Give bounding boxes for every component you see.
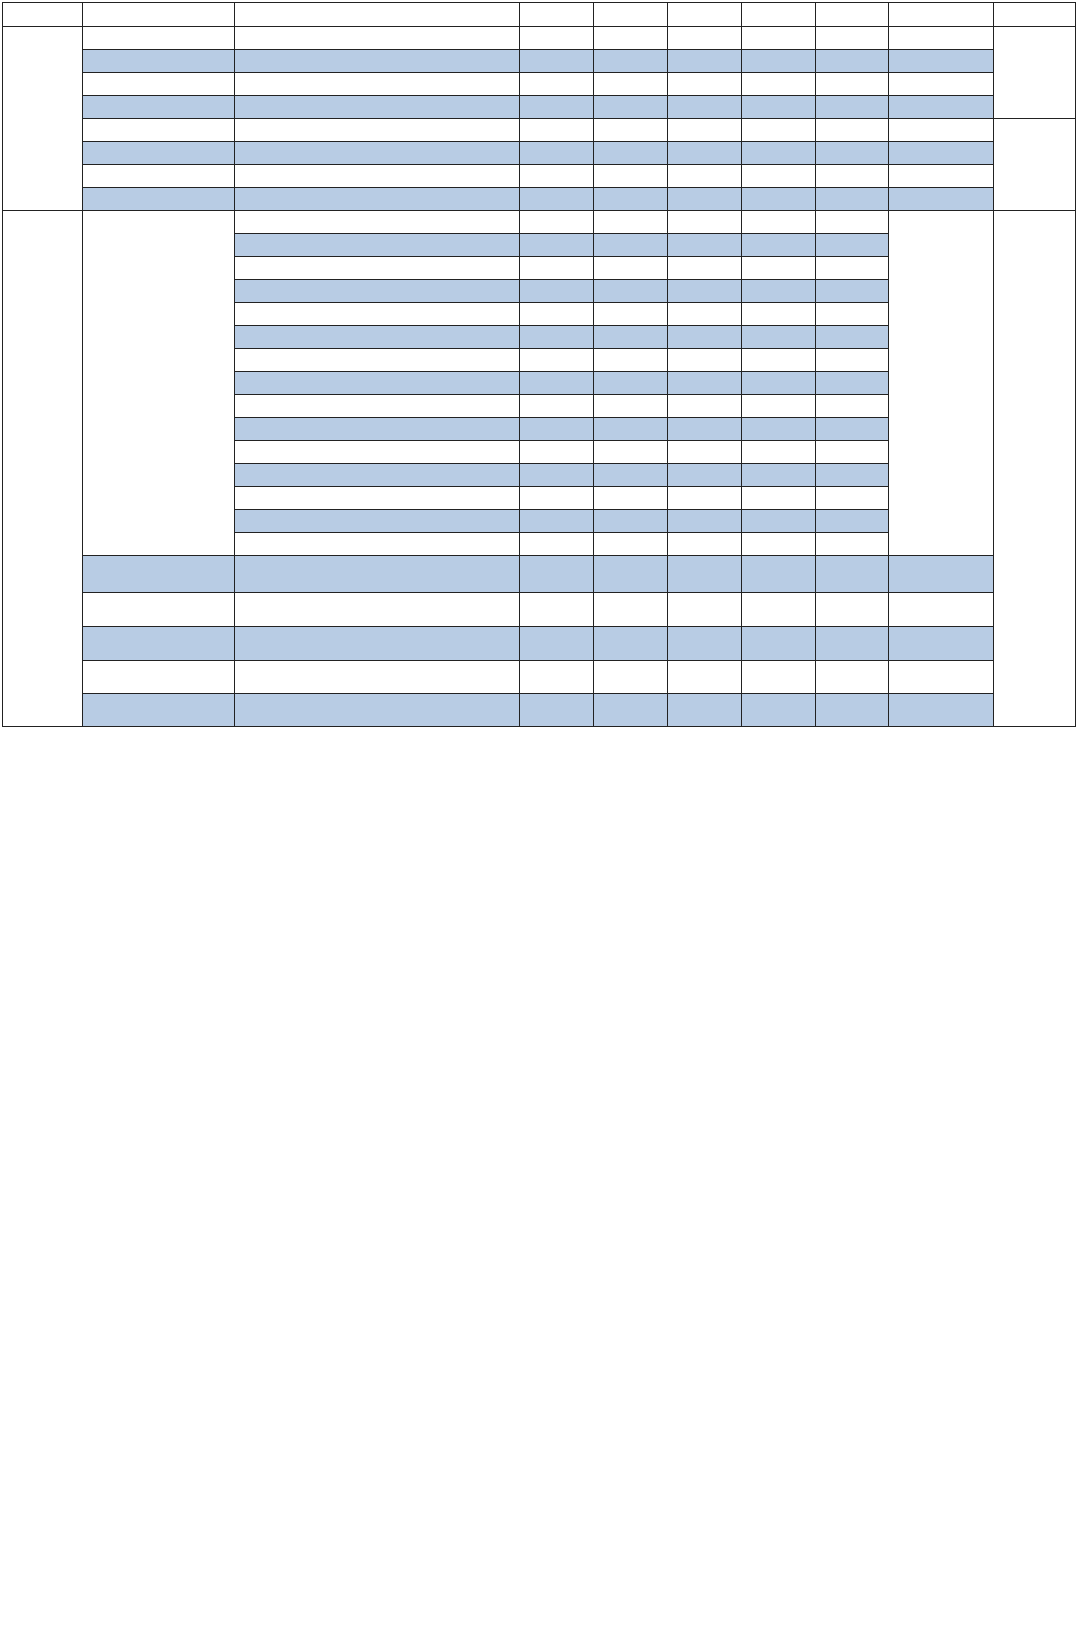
- min-score-cell: [741, 50, 815, 73]
- max-score-cell: [667, 257, 741, 280]
- avg-score-cell: [815, 50, 889, 73]
- subject-group-cell: [83, 96, 235, 119]
- batch-cell: [3, 27, 83, 211]
- admitted-count-cell: [593, 234, 667, 257]
- table-row: [3, 556, 1076, 593]
- min-score-cell: [741, 27, 815, 50]
- min-score-cell: [741, 119, 815, 142]
- admitted-count-cell: [593, 280, 667, 303]
- min-score-cell: [741, 211, 815, 234]
- min-score-cell: [741, 326, 815, 349]
- avg-score-cell: [815, 165, 889, 188]
- max-score-cell: [667, 372, 741, 395]
- admitted-count-cell: [593, 188, 667, 211]
- admitted-count-cell: [593, 593, 667, 627]
- col-header-min: [741, 3, 815, 27]
- major-name-cell: [235, 510, 519, 533]
- admitted-count-cell: [593, 50, 667, 73]
- subject-group-cell: [83, 188, 235, 211]
- admitted-count-cell: [593, 533, 667, 556]
- admission-score-table: [2, 2, 1076, 727]
- province-line-cell: [993, 211, 1075, 727]
- min-score-cell: [741, 533, 815, 556]
- max-score-cell: [667, 165, 741, 188]
- max-score-cell: [667, 593, 741, 627]
- min-score-cell: [741, 694, 815, 727]
- header-row: [3, 3, 1076, 27]
- major-name-cell: [235, 372, 519, 395]
- max-score-cell: [667, 395, 741, 418]
- max-score-cell: [667, 211, 741, 234]
- subject-group-cell: [83, 27, 235, 50]
- avg-score-cell: [815, 257, 889, 280]
- admitted-count-cell: [593, 395, 667, 418]
- avg-score-cell: [815, 234, 889, 257]
- major-name-cell: [235, 661, 519, 694]
- max-score-cell: [667, 119, 741, 142]
- avg-score-cell: [815, 418, 889, 441]
- admitted-count-cell: [593, 96, 667, 119]
- plan-count-cell: [519, 464, 593, 487]
- plan-count-cell: [519, 50, 593, 73]
- admitted-count-cell: [593, 142, 667, 165]
- table-row: [3, 593, 1076, 627]
- plan-count-cell: [519, 234, 593, 257]
- avg-score-cell: [815, 188, 889, 211]
- max-score-cell: [667, 464, 741, 487]
- major-name-cell: [235, 487, 519, 510]
- major-name-cell: [235, 257, 519, 280]
- min-score-cell: [741, 303, 815, 326]
- plan-count-cell: [519, 211, 593, 234]
- min-score-cell: [741, 96, 815, 119]
- major-name-cell: [235, 50, 519, 73]
- col-header-admitted: [593, 3, 667, 27]
- min-rank-cell: [889, 694, 993, 727]
- col-header-min-rank: [889, 3, 993, 27]
- province-line-cell: [993, 27, 1075, 119]
- subject-group-cell: [83, 211, 235, 556]
- subject-group-cell: [83, 694, 235, 727]
- major-name-cell: [235, 119, 519, 142]
- max-score-cell: [667, 661, 741, 694]
- min-score-cell: [741, 593, 815, 627]
- major-name-cell: [235, 418, 519, 441]
- major-name-cell: [235, 441, 519, 464]
- plan-count-cell: [519, 257, 593, 280]
- plan-count-cell: [519, 349, 593, 372]
- table-row: [3, 50, 1076, 73]
- max-score-cell: [667, 303, 741, 326]
- table-row: [3, 119, 1076, 142]
- subject-group-cell: [83, 661, 235, 694]
- min-rank-cell: [889, 593, 993, 627]
- max-score-cell: [667, 73, 741, 96]
- admitted-count-cell: [593, 257, 667, 280]
- min-score-cell: [741, 234, 815, 257]
- min-score-cell: [741, 510, 815, 533]
- plan-count-cell: [519, 372, 593, 395]
- admitted-count-cell: [593, 27, 667, 50]
- subject-group-cell: [83, 593, 235, 627]
- min-rank-cell: [889, 119, 993, 142]
- avg-score-cell: [815, 142, 889, 165]
- min-rank-cell: [889, 188, 993, 211]
- avg-score-cell: [815, 372, 889, 395]
- avg-score-cell: [815, 487, 889, 510]
- plan-count-cell: [519, 303, 593, 326]
- table-row: [3, 627, 1076, 661]
- max-score-cell: [667, 533, 741, 556]
- plan-count-cell: [519, 627, 593, 661]
- admitted-count-cell: [593, 372, 667, 395]
- col-header-avg: [815, 3, 889, 27]
- min-rank-cell: [889, 96, 993, 119]
- major-name-cell: [235, 593, 519, 627]
- major-name-cell: [235, 464, 519, 487]
- avg-score-cell: [815, 593, 889, 627]
- min-rank-cell: [889, 142, 993, 165]
- admitted-count-cell: [593, 418, 667, 441]
- major-name-cell: [235, 349, 519, 372]
- admitted-count-cell: [593, 303, 667, 326]
- admitted-count-cell: [593, 73, 667, 96]
- admitted-count-cell: [593, 165, 667, 188]
- min-score-cell: [741, 280, 815, 303]
- major-name-cell: [235, 533, 519, 556]
- plan-count-cell: [519, 487, 593, 510]
- subject-group-cell: [83, 165, 235, 188]
- major-name-cell: [235, 188, 519, 211]
- max-score-cell: [667, 234, 741, 257]
- max-score-cell: [667, 556, 741, 593]
- batch-cell: [3, 211, 83, 727]
- avg-score-cell: [815, 627, 889, 661]
- min-score-cell: [741, 73, 815, 96]
- min-score-cell: [741, 349, 815, 372]
- max-score-cell: [667, 27, 741, 50]
- admitted-count-cell: [593, 464, 667, 487]
- subject-group-cell: [83, 50, 235, 73]
- admitted-count-cell: [593, 326, 667, 349]
- admitted-count-cell: [593, 349, 667, 372]
- major-name-cell: [235, 165, 519, 188]
- admitted-count-cell: [593, 510, 667, 533]
- min-rank-cell: [889, 556, 993, 593]
- table-row: [3, 211, 1076, 234]
- admitted-count-cell: [593, 694, 667, 727]
- table-row: [3, 188, 1076, 211]
- major-name-cell: [235, 142, 519, 165]
- max-score-cell: [667, 280, 741, 303]
- max-score-cell: [667, 142, 741, 165]
- admitted-count-cell: [593, 441, 667, 464]
- avg-score-cell: [815, 464, 889, 487]
- plan-count-cell: [519, 280, 593, 303]
- admitted-count-cell: [593, 556, 667, 593]
- avg-score-cell: [815, 96, 889, 119]
- min-score-cell: [741, 418, 815, 441]
- plan-count-cell: [519, 96, 593, 119]
- avg-score-cell: [815, 510, 889, 533]
- avg-score-cell: [815, 661, 889, 694]
- avg-score-cell: [815, 533, 889, 556]
- plan-count-cell: [519, 188, 593, 211]
- major-name-cell: [235, 280, 519, 303]
- table-row: [3, 27, 1076, 50]
- min-score-cell: [741, 188, 815, 211]
- major-name-cell: [235, 556, 519, 593]
- major-name-cell: [235, 303, 519, 326]
- avg-score-cell: [815, 441, 889, 464]
- avg-score-cell: [815, 27, 889, 50]
- max-score-cell: [667, 441, 741, 464]
- min-rank-cell: [889, 627, 993, 661]
- plan-count-cell: [519, 73, 593, 96]
- major-name-cell: [235, 627, 519, 661]
- min-score-cell: [741, 372, 815, 395]
- plan-count-cell: [519, 556, 593, 593]
- plan-count-cell: [519, 395, 593, 418]
- major-name-cell: [235, 395, 519, 418]
- max-score-cell: [667, 694, 741, 727]
- plan-count-cell: [519, 27, 593, 50]
- plan-count-cell: [519, 142, 593, 165]
- col-header-group: [83, 3, 235, 27]
- max-score-cell: [667, 188, 741, 211]
- min-rank-cell: [889, 50, 993, 73]
- major-name-cell: [235, 27, 519, 50]
- admitted-count-cell: [593, 487, 667, 510]
- avg-score-cell: [815, 303, 889, 326]
- max-score-cell: [667, 50, 741, 73]
- min-score-cell: [741, 257, 815, 280]
- max-score-cell: [667, 326, 741, 349]
- major-name-cell: [235, 694, 519, 727]
- major-name-cell: [235, 211, 519, 234]
- min-score-cell: [741, 142, 815, 165]
- min-score-cell: [741, 661, 815, 694]
- subject-group-cell: [83, 627, 235, 661]
- admitted-count-cell: [593, 627, 667, 661]
- plan-count-cell: [519, 533, 593, 556]
- max-score-cell: [667, 418, 741, 441]
- avg-score-cell: [815, 119, 889, 142]
- table-row: [3, 73, 1076, 96]
- max-score-cell: [667, 510, 741, 533]
- min-rank-cell: [889, 165, 993, 188]
- table-row: [3, 694, 1076, 727]
- plan-count-cell: [519, 661, 593, 694]
- plan-count-cell: [519, 694, 593, 727]
- table-row: [3, 96, 1076, 119]
- subject-group-cell: [83, 556, 235, 593]
- subject-group-cell: [83, 73, 235, 96]
- avg-score-cell: [815, 73, 889, 96]
- subject-group-cell: [83, 119, 235, 142]
- min-rank-cell: [889, 27, 993, 50]
- min-score-cell: [741, 441, 815, 464]
- max-score-cell: [667, 96, 741, 119]
- subject-group-cell: [83, 142, 235, 165]
- plan-count-cell: [519, 510, 593, 533]
- min-score-cell: [741, 556, 815, 593]
- min-score-cell: [741, 627, 815, 661]
- min-score-cell: [741, 165, 815, 188]
- avg-score-cell: [815, 694, 889, 727]
- province-line-cell: [993, 119, 1075, 211]
- table-row: [3, 661, 1076, 694]
- col-header-province-line: [993, 3, 1075, 27]
- max-score-cell: [667, 487, 741, 510]
- avg-score-cell: [815, 280, 889, 303]
- col-header-max: [667, 3, 741, 27]
- plan-count-cell: [519, 119, 593, 142]
- avg-score-cell: [815, 395, 889, 418]
- major-name-cell: [235, 234, 519, 257]
- avg-score-cell: [815, 556, 889, 593]
- min-score-cell: [741, 464, 815, 487]
- col-header-major: [235, 3, 519, 27]
- min-score-cell: [741, 395, 815, 418]
- plan-count-cell: [519, 418, 593, 441]
- table-row: [3, 165, 1076, 188]
- admitted-count-cell: [593, 119, 667, 142]
- avg-score-cell: [815, 349, 889, 372]
- major-name-cell: [235, 96, 519, 119]
- major-name-cell: [235, 73, 519, 96]
- admitted-count-cell: [593, 211, 667, 234]
- max-score-cell: [667, 627, 741, 661]
- min-rank-cell: [889, 661, 993, 694]
- plan-count-cell: [519, 441, 593, 464]
- plan-count-cell: [519, 593, 593, 627]
- avg-score-cell: [815, 326, 889, 349]
- table-row: [3, 142, 1076, 165]
- col-header-plan: [519, 3, 593, 27]
- major-name-cell: [235, 326, 519, 349]
- admitted-count-cell: [593, 661, 667, 694]
- max-score-cell: [667, 349, 741, 372]
- avg-score-cell: [815, 211, 889, 234]
- min-rank-cell: [889, 211, 993, 556]
- min-rank-cell: [889, 73, 993, 96]
- col-header-batch: [3, 3, 83, 27]
- plan-count-cell: [519, 165, 593, 188]
- plan-count-cell: [519, 326, 593, 349]
- min-score-cell: [741, 487, 815, 510]
